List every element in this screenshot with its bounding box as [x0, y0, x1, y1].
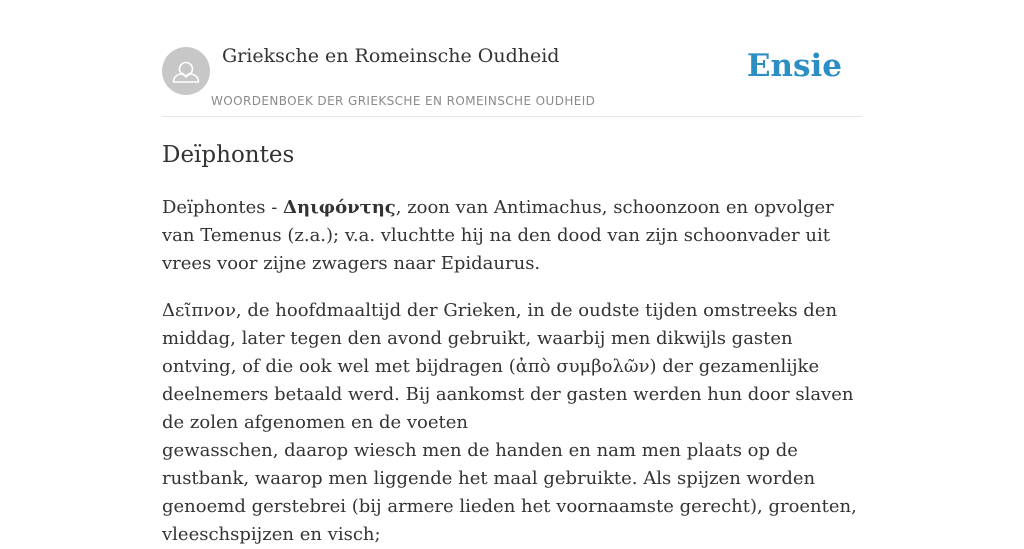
definition-term: Deïphontes - [162, 197, 284, 218]
user-silhouette-icon [162, 47, 210, 95]
site-title-link[interactable]: Grieksche en Romeinsche Oudheid [222, 45, 560, 67]
definition-text-b: gewasschen, daarop wiesch men de handen en nam men plaats op de rustbank, waarop men liggende het maal gebruikte. Als spijzen worden genoemd gerstebrei (bij armere lieden het voornaamste gerecht), groenten, vleeschspijzen en visch; [162, 440, 857, 545]
definition-paragraph [162, 194, 862, 278]
page-title: Deïphontes [162, 142, 295, 168]
greek-term: Δηιφόντης [283, 197, 396, 218]
definition-paragraph-2 [162, 297, 862, 549]
definition-text-a: Δεῖπνον, de hoofdmaaltijd der Grieken, in de oudste tijden omstreeks den middag, later tegen den avond gebruikt, waarbij men dikwijls gasten ontving, of die ook wel met bijdragen (ἀπὸ συμβολῶν) der gezamenlijke deelnemers betaald werd. Bij aankomst der gasten werden hun door slaven de zolen afgenomen en de voeten [162, 300, 854, 433]
site-header [162, 0, 862, 117]
ensie-logo[interactable]: Ensie [746, 48, 842, 84]
site-subtitle: WOORDENBOEK DER GRIEKSCHE EN ROMEINSCHE OUDHEID [211, 94, 596, 108]
article [162, 139, 862, 549]
definition-text: , zoon van Antimachus, schoonzoon en opvolger van Temenus (z.a.); v.a. vluchtte hij na den dood van zijn schoonvader uit vrees voor zijne zwagers naar Epidaurus. [162, 197, 834, 274]
avatar[interactable] [162, 47, 210, 95]
